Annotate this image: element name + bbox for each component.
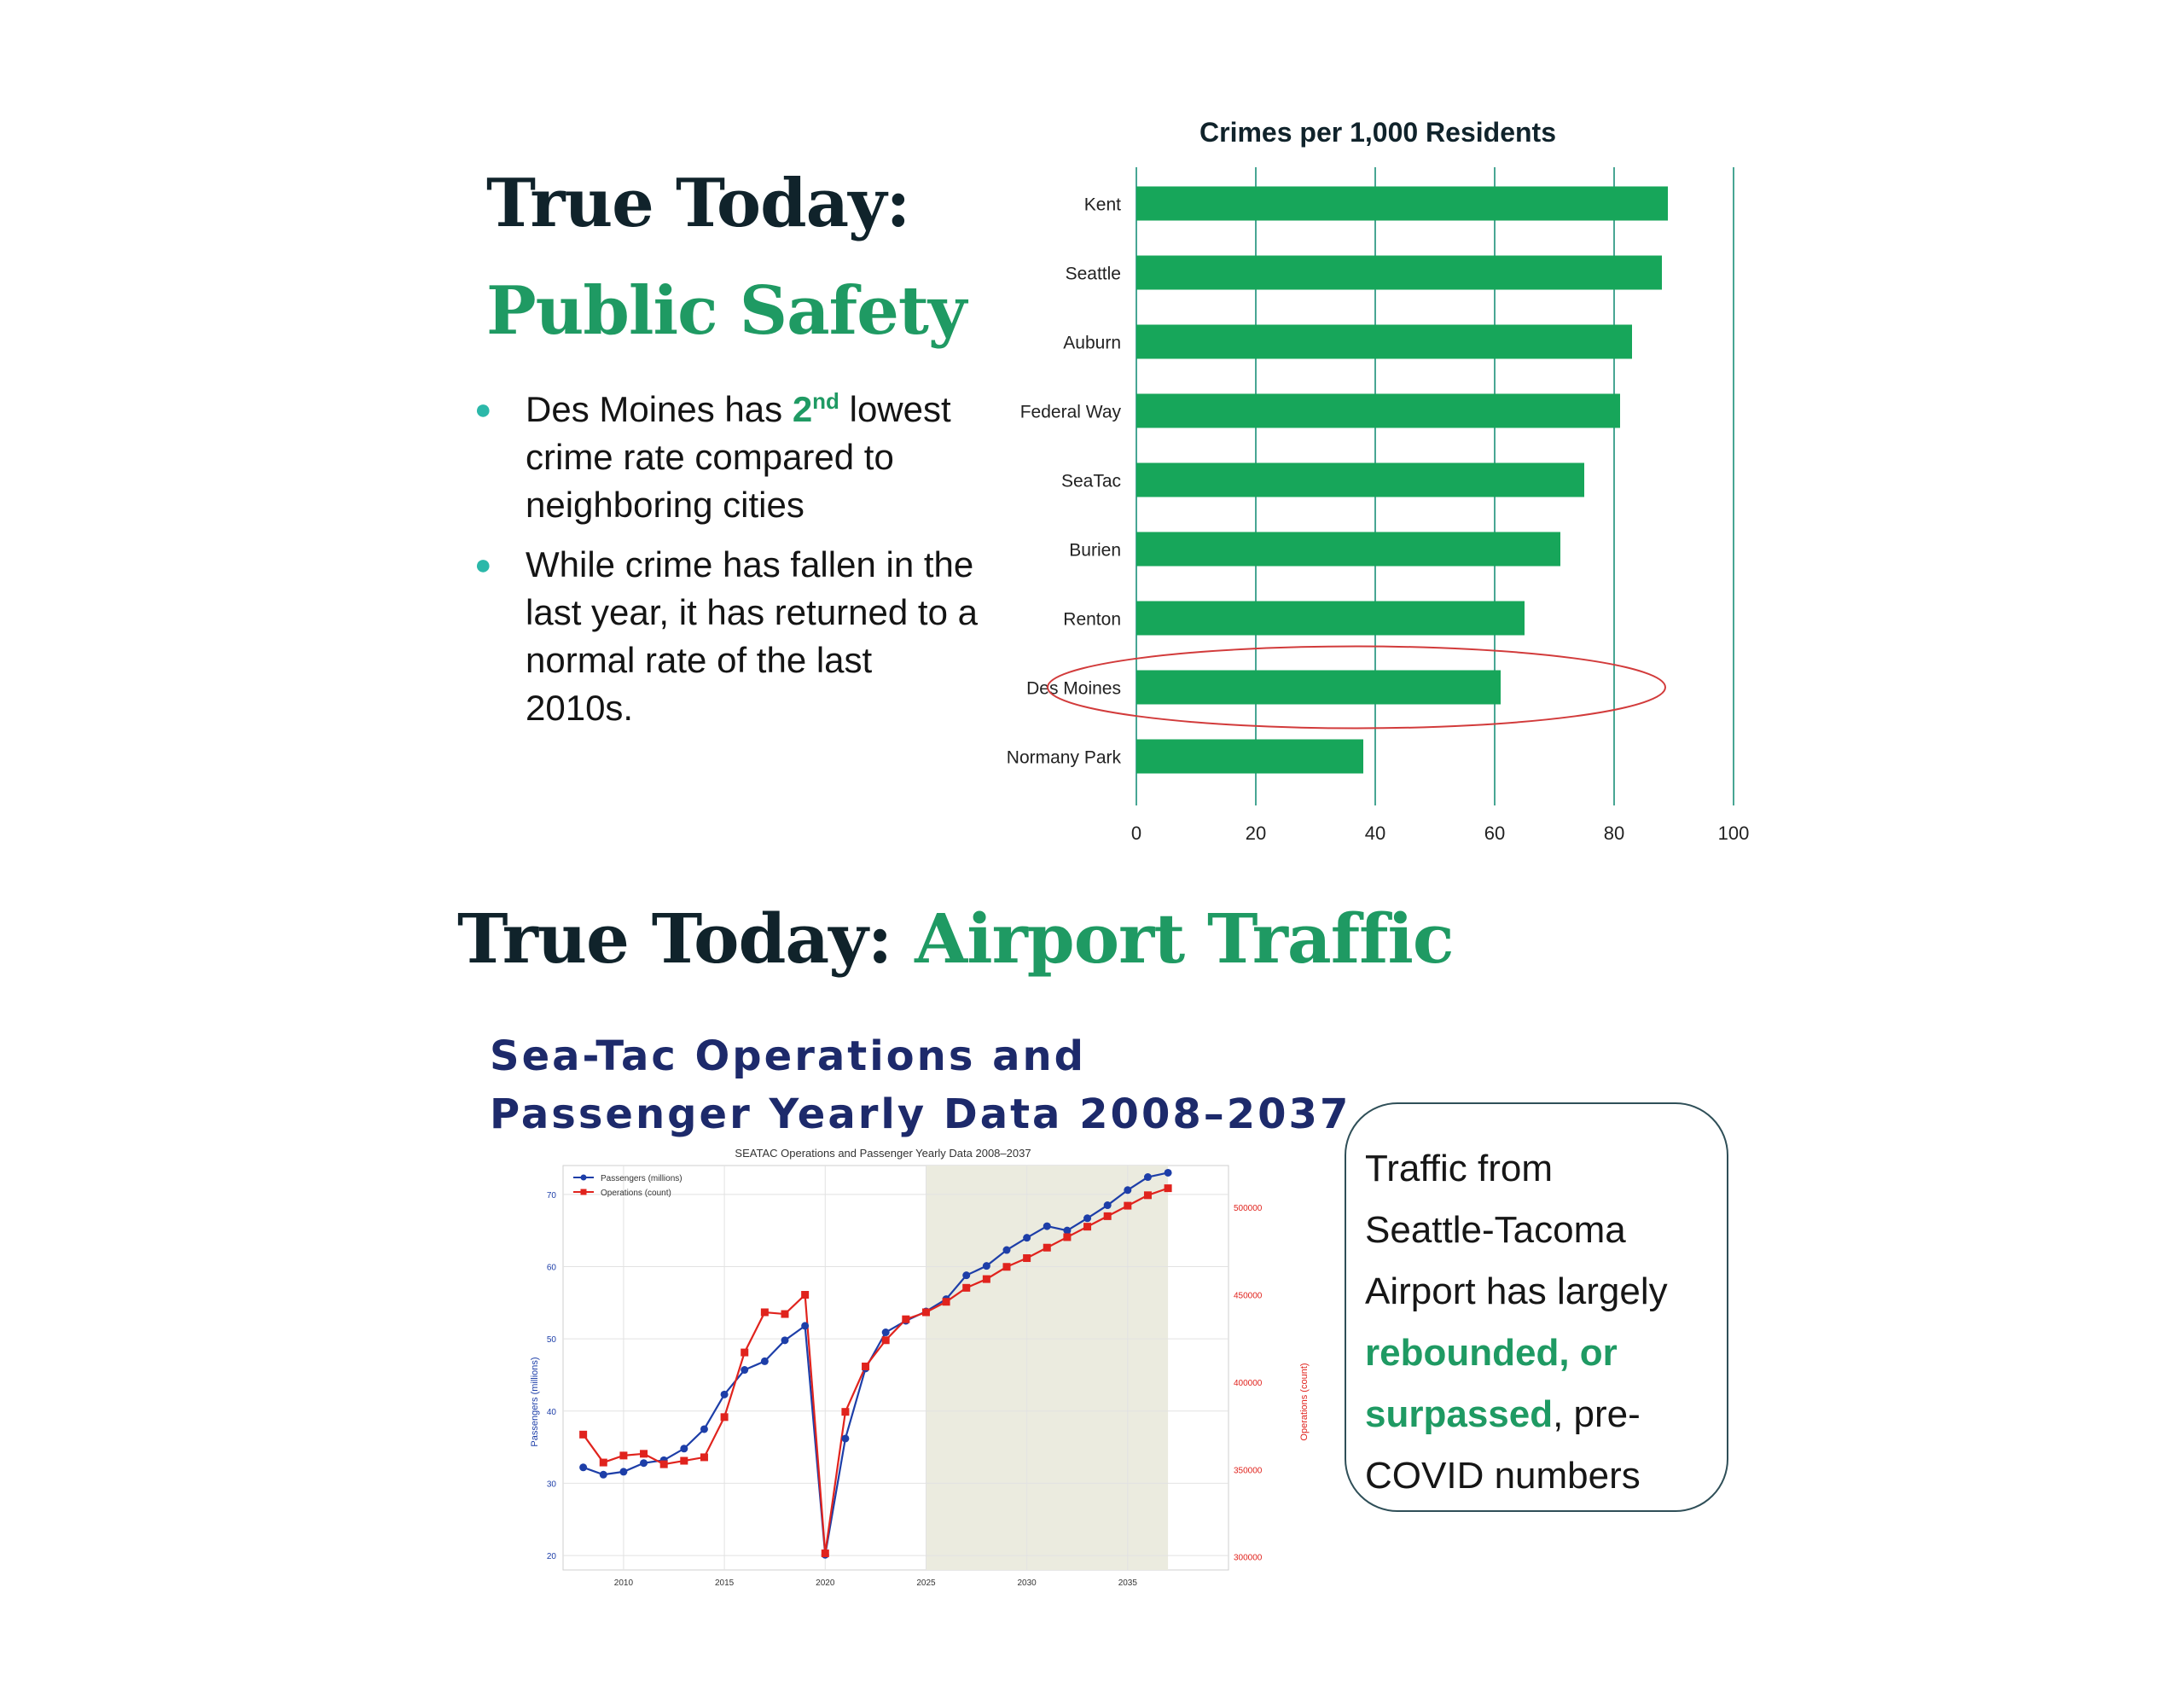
crime-category-label: Des Moines — [1026, 678, 1121, 699]
operations-point — [579, 1431, 587, 1439]
crime-category-label: Burien — [1069, 540, 1121, 561]
operations-point — [741, 1349, 748, 1357]
bullet-crime-trend — [474, 541, 986, 732]
air-y-axis-label: Passengers (millions) — [530, 1357, 540, 1447]
callout-line5 — [1365, 1384, 1727, 1445]
crime-bar — [1136, 394, 1620, 428]
public-safety-title-line2: Public Safety — [486, 272, 967, 350]
air-chart-title: SEATAC Operations and Passenger Yearly Data 2008–2037 — [735, 1147, 1031, 1160]
crime-bar — [1136, 187, 1668, 221]
crime-chart-title: Crimes per 1,000 Residents — [1199, 117, 1556, 148]
operations-point — [922, 1308, 930, 1316]
crime-category-label: Renton — [1063, 609, 1121, 630]
legend-passengers-label: Passengers (millions) — [601, 1174, 682, 1183]
crime-x-tick-label: 100 — [1717, 823, 1750, 844]
crime-category-label: Auburn — [1063, 333, 1121, 353]
crime-bar — [1136, 740, 1363, 774]
operations-point — [781, 1311, 789, 1318]
passengers-point — [781, 1336, 789, 1344]
operations-point — [943, 1298, 950, 1305]
crime-bar — [1136, 463, 1584, 497]
air-y-tick-label: 60 — [546, 1263, 556, 1273]
operations-point — [1063, 1233, 1071, 1241]
operations-point — [680, 1457, 688, 1465]
crime-x-tick-label: 60 — [1484, 823, 1506, 844]
passengers-point — [761, 1358, 769, 1365]
passengers-point — [882, 1328, 890, 1336]
bullet1-rank: 2 — [792, 389, 813, 429]
passengers-point — [1104, 1201, 1112, 1209]
operations-point — [721, 1413, 729, 1421]
operations-point — [841, 1408, 849, 1416]
crime-category-label: SeaTac — [1060, 471, 1121, 491]
public-safety-bullets — [474, 386, 986, 744]
crime-bar — [1136, 325, 1632, 359]
passengers-point — [1165, 1169, 1172, 1177]
bullet1-sup: nd — [812, 388, 839, 414]
crime-bar — [1136, 532, 1560, 567]
passengers-point — [619, 1468, 627, 1475]
seatac-line-chart — [520, 1140, 1310, 1618]
crime-x-tick-label: 40 — [1364, 823, 1386, 844]
operations-point — [902, 1316, 909, 1323]
operations-point — [822, 1549, 829, 1557]
callout-line2: Seattle-Tacoma — [1365, 1209, 1626, 1251]
passengers-point — [1003, 1247, 1011, 1254]
airport-title-part2: Airport Traffic — [915, 898, 1454, 979]
operations-point — [1023, 1254, 1031, 1262]
legend-operations-label: Operations (count) — [601, 1189, 671, 1198]
passengers-point — [1144, 1173, 1152, 1181]
crime-x-tick-label: 80 — [1603, 823, 1625, 844]
passengers-point — [680, 1445, 688, 1452]
air-x-tick-label: 2015 — [714, 1578, 735, 1588]
air-y2-tick-label: 450000 — [1234, 1291, 1263, 1301]
operations-point — [801, 1291, 809, 1299]
operations-point — [862, 1363, 869, 1370]
air-x-tick-label: 2010 — [613, 1578, 634, 1588]
operations-point — [1003, 1263, 1011, 1270]
crime-x-tick-label: 0 — [1130, 823, 1142, 844]
crime-category-label: Normany Park — [1006, 747, 1121, 768]
passengers-point — [841, 1434, 849, 1442]
operations-point — [1144, 1191, 1152, 1199]
airport-subtitle-line2: Passenger Yearly Data 2008–2037 — [490, 1090, 1351, 1138]
operations-point — [1104, 1212, 1112, 1220]
crime-bar — [1136, 256, 1662, 290]
air-y-tick-label: 40 — [546, 1407, 556, 1417]
bullet-dot-icon: ● — [474, 549, 492, 581]
passengers-point — [1063, 1227, 1071, 1235]
air-y2-tick-label: 500000 — [1234, 1204, 1263, 1214]
operations-point — [1043, 1244, 1051, 1252]
air-x-tick-label: 2020 — [816, 1578, 835, 1588]
operations-point — [1083, 1223, 1091, 1230]
operations-point — [1165, 1184, 1172, 1192]
operations-point — [619, 1451, 627, 1459]
air-y2-tick-label: 350000 — [1234, 1466, 1263, 1476]
bullet-dot-icon: ● — [474, 393, 492, 426]
operations-point — [983, 1276, 990, 1283]
crime-bar — [1136, 602, 1525, 636]
passengers-point — [741, 1366, 748, 1374]
legend-operations-marker — [581, 1189, 587, 1195]
bullet2-text: While crime has fallen in the last year, it has returned to a normal rate of the last 2010s. — [526, 544, 978, 728]
air-y-tick-label: 20 — [546, 1552, 556, 1562]
callout-line1: Traffic from — [1365, 1148, 1554, 1189]
operations-point — [761, 1308, 769, 1316]
public-safety-title-line1: True Today: — [486, 165, 910, 242]
crime-category-label: Seattle — [1065, 264, 1121, 284]
airport-subtitle — [490, 1027, 1350, 1143]
bullet-crime-rank — [474, 386, 986, 529]
air-y2-tick-label: 300000 — [1234, 1553, 1263, 1563]
passengers-point — [640, 1459, 648, 1467]
crime-bar-chart — [964, 111, 1783, 845]
passengers-point — [1124, 1186, 1131, 1194]
callout-emphasis2: surpassed — [1365, 1393, 1554, 1435]
air-y2-tick-label: 400000 — [1234, 1378, 1263, 1388]
air-y-tick-label: 70 — [546, 1190, 556, 1201]
air-y-tick-label: 50 — [546, 1335, 556, 1346]
callout-emphasis1: rebounded, or — [1365, 1332, 1618, 1374]
operations-point — [660, 1461, 668, 1468]
legend-passengers-marker — [581, 1175, 587, 1181]
crime-bar — [1136, 671, 1501, 705]
passengers-point — [962, 1271, 970, 1279]
operations-point — [882, 1336, 890, 1344]
passengers-point — [983, 1262, 990, 1270]
callout-post: , pre- — [1553, 1393, 1641, 1435]
air-y2-axis-label: Operations (count) — [1299, 1363, 1310, 1441]
airport-subtitle-line1: Sea-Tac Operations and — [490, 1032, 1087, 1080]
operations-point — [962, 1284, 970, 1292]
passengers-point — [600, 1471, 607, 1479]
passengers-point — [1023, 1234, 1031, 1241]
crime-category-label: Federal Way — [1019, 402, 1121, 422]
operations-point — [700, 1453, 708, 1461]
passengers-point — [700, 1425, 708, 1433]
traffic-callout-box — [1345, 1102, 1728, 1512]
air-x-tick-label: 2035 — [1118, 1578, 1137, 1588]
callout-line-last: COVID numbers — [1365, 1455, 1641, 1497]
passengers-point — [721, 1391, 729, 1398]
crime-category-label: Kent — [1083, 195, 1121, 215]
air-x-tick-label: 2030 — [1017, 1578, 1037, 1588]
passengers-point — [801, 1322, 809, 1329]
callout-line3: Airport has largely — [1365, 1270, 1668, 1312]
airport-title — [457, 898, 1454, 979]
operations-point — [640, 1450, 648, 1457]
bullet1-post: lowest crime rate compared to neighboring cities — [526, 389, 951, 525]
operations-point — [600, 1459, 607, 1467]
passengers-point — [579, 1463, 587, 1471]
air-y-tick-label: 30 — [546, 1480, 556, 1490]
operations-point — [1124, 1202, 1131, 1210]
airport-title-part1: True Today: — [457, 898, 892, 979]
air-x-tick-label: 2025 — [916, 1578, 936, 1588]
passengers-point — [1083, 1214, 1091, 1222]
crime-x-tick-label: 20 — [1245, 823, 1267, 844]
bullet1-pre: Des Moines has — [526, 389, 793, 429]
passengers-point — [1043, 1223, 1051, 1230]
